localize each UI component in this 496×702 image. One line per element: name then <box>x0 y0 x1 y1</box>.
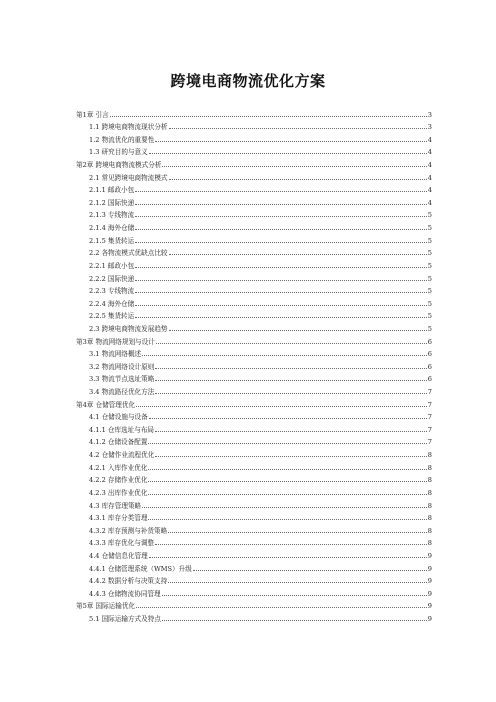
toc-entry-label: 4.2.1 入库作业优化 <box>89 463 148 472</box>
toc-entry-page: 9 <box>427 602 432 611</box>
toc-entry-label: 4.3 库存管理策略 <box>89 501 142 510</box>
toc-entry[interactable] <box>76 358 432 371</box>
toc-entry[interactable] <box>76 119 432 132</box>
toc-entry-page: 5 <box>427 211 432 220</box>
toc-dot-leader <box>135 204 427 205</box>
toc-entry[interactable] <box>76 547 432 560</box>
toc-dot-leader <box>135 305 427 306</box>
toc-dot-leader <box>193 570 427 571</box>
toc-entry-page: 5 <box>427 274 432 283</box>
toc-entry-page: 5 <box>427 287 432 296</box>
toc-entry-page: 9 <box>427 551 432 560</box>
toc-entry-page: 9 <box>427 577 432 586</box>
toc-entry-label: 3.3 物流节点选址策略 <box>89 375 155 384</box>
toc-entry-label: 2.2.2 国际快递 <box>89 274 135 283</box>
toc-entry-label: 2.2.5 集货转运 <box>89 312 135 321</box>
toc-entry-page: 4 <box>427 198 432 207</box>
toc-entry-label: 4.4.3 仓储物流协同管理 <box>89 589 161 598</box>
toc-dot-leader <box>168 582 427 583</box>
toc-entry-page: 5 <box>427 299 432 308</box>
toc-entry-page: 5 <box>427 249 432 258</box>
toc-entry-label: 4.2.3 出库作业优化 <box>89 488 148 497</box>
toc-entry-page: 3 <box>427 110 432 119</box>
toc-entry-page: 6 <box>427 375 432 384</box>
toc-dot-leader <box>169 254 427 255</box>
toc-entry[interactable] <box>76 522 432 535</box>
toc-entry-label: 2.2.4 海外仓储 <box>89 299 135 308</box>
toc-entry-label: 4.1.2 仓储设备配置 <box>89 438 148 447</box>
toc-entry-page: 8 <box>427 501 432 510</box>
toc-dot-leader <box>155 393 426 394</box>
toc-entry-label: 2.2.1 邮政小包 <box>89 261 135 270</box>
toc-entry[interactable] <box>76 257 432 270</box>
toc-entry-label: 4.4.2 数据分析与决策支持 <box>89 577 168 586</box>
toc-entry-page: 8 <box>427 488 432 497</box>
toc-dot-leader <box>148 519 426 520</box>
toc-entry-label: 第2章 跨境电商物流模式分析 <box>76 161 162 170</box>
toc-entry-page: 8 <box>427 526 432 535</box>
toc-dot-leader <box>136 406 427 407</box>
toc-entry-page: 8 <box>427 476 432 485</box>
toc-entry-label: 3.1 物流网络概述 <box>89 350 142 359</box>
toc-entry-label: 2.1.4 海外仓储 <box>89 224 135 233</box>
toc-entry[interactable] <box>76 194 432 207</box>
toc-dot-leader <box>110 116 427 117</box>
toc-entry[interactable] <box>76 472 432 485</box>
toc-entry-page: 5 <box>427 261 432 270</box>
toc-entry[interactable] <box>76 396 432 409</box>
toc-entry[interactable] <box>76 270 432 283</box>
toc-entry[interactable] <box>76 560 432 573</box>
toc-entry[interactable] <box>76 573 432 586</box>
toc-entry-label: 2.1.1 邮政小包 <box>89 186 135 195</box>
toc-dot-leader <box>168 532 427 533</box>
toc-entry[interactable] <box>76 346 432 359</box>
toc-dot-leader <box>148 494 426 495</box>
toc-entry-page: 4 <box>427 173 432 182</box>
toc-entry-label: 4.3.2 库存预测与补货策略 <box>89 526 168 535</box>
toc-dot-leader <box>155 141 426 142</box>
toc-entry-page: 4 <box>427 135 432 144</box>
toc-entry-label: 2.2 各物流模式优缺点比较 <box>89 249 168 258</box>
toc-entry-page: 6 <box>427 350 432 359</box>
toc-entry-label: 2.1.3 专线物流 <box>89 211 135 220</box>
toc-entry-label: 4.3.1 库存分类管理 <box>89 514 148 523</box>
toc-entry[interactable] <box>76 484 432 497</box>
toc-entry-page: 8 <box>427 463 432 472</box>
toc-entry[interactable] <box>76 383 432 396</box>
toc-entry-page: 3 <box>427 123 432 132</box>
toc-entry[interactable] <box>76 459 432 472</box>
toc-entry[interactable] <box>76 585 432 598</box>
toc-dot-leader <box>135 317 427 318</box>
toc-entry-label: 4.4 仓储信息化管理 <box>89 551 148 560</box>
table-of-contents <box>76 106 432 623</box>
toc-entry-page: 6 <box>427 362 432 371</box>
toc-entry[interactable] <box>76 409 432 422</box>
toc-entry-label: 4.3.3 库存优化与调整 <box>89 539 155 548</box>
toc-dot-leader <box>135 280 427 281</box>
toc-entry-page: 7 <box>427 413 432 422</box>
toc-dot-leader <box>135 267 427 268</box>
toc-dot-leader <box>162 620 427 621</box>
toc-entry-page: 7 <box>427 425 432 434</box>
toc-entry[interactable] <box>76 510 432 523</box>
toc-dot-leader <box>169 128 427 129</box>
toc-entry[interactable] <box>76 295 432 308</box>
toc-dot-leader <box>135 191 427 192</box>
toc-dot-leader <box>135 292 427 293</box>
toc-entry[interactable] <box>76 446 432 459</box>
toc-entry-page: 9 <box>427 614 432 623</box>
toc-entry[interactable] <box>76 421 432 434</box>
toc-entry[interactable] <box>76 434 432 447</box>
toc-entry-page: 4 <box>427 161 432 170</box>
toc-entry-page: 4 <box>427 148 432 157</box>
toc-entry-page: 5 <box>427 312 432 321</box>
toc-entry-page: 7 <box>427 388 432 397</box>
toc-entry-page: 5 <box>427 324 432 333</box>
toc-dot-leader <box>162 166 426 167</box>
toc-entry-label: 2.1.5 集货转运 <box>89 236 135 245</box>
toc-entry-page: 8 <box>427 514 432 523</box>
toc-entry[interactable] <box>76 207 432 220</box>
toc-entry-label: 第1章 引言 <box>76 110 109 119</box>
toc-entry-page: 5 <box>427 224 432 233</box>
toc-dot-leader <box>135 242 427 243</box>
toc-entry-page: 8 <box>427 539 432 548</box>
toc-entry[interactable] <box>76 308 432 321</box>
toc-entry[interactable] <box>76 131 432 144</box>
toc-dot-leader <box>155 368 426 369</box>
toc-entry-page: 4 <box>427 186 432 195</box>
toc-entry[interactable] <box>76 320 432 333</box>
toc-dot-leader <box>169 179 427 180</box>
toc-dot-leader <box>148 443 426 444</box>
toc-entry-label: 4.1.1 仓库选址与布局 <box>89 425 155 434</box>
toc-entry-page: 9 <box>427 564 432 573</box>
toc-entry-label: 第3章 物流网络规划与设计 <box>76 337 155 346</box>
toc-dot-leader <box>135 229 427 230</box>
toc-dot-leader <box>148 469 426 470</box>
toc-entry[interactable] <box>76 371 432 384</box>
toc-entry-label: 第5章 国际运输优化 <box>76 602 136 611</box>
toc-entry-label: 4.2.2 存储作业优化 <box>89 476 148 485</box>
toc-entry-page: 8 <box>427 451 432 460</box>
toc-entry[interactable] <box>76 156 432 169</box>
toc-entry-label: 2.1.2 国际快递 <box>89 198 135 207</box>
toc-entry[interactable] <box>76 245 432 258</box>
toc-dot-leader <box>156 343 427 344</box>
toc-entry-label: 2.3 跨境电商物流发展趋势 <box>89 324 168 333</box>
toc-entry[interactable] <box>76 232 432 245</box>
toc-dot-leader <box>162 595 427 596</box>
toc-dot-leader <box>155 544 427 545</box>
toc-dot-leader <box>149 557 427 558</box>
toc-entry[interactable] <box>76 598 432 611</box>
toc-entry-label: 4.4.1 仓储管理系统（WMS）升级 <box>89 564 192 573</box>
toc-entry[interactable] <box>76 283 432 296</box>
toc-entry-page: 7 <box>427 400 432 409</box>
toc-entry-page: 5 <box>427 236 432 245</box>
toc-entry-label: 1.1 跨境电商物流现状分析 <box>89 123 168 132</box>
toc-dot-leader <box>155 456 426 457</box>
toc-dot-leader <box>155 431 427 432</box>
toc-entry-page: 6 <box>427 337 432 346</box>
toc-dot-leader <box>149 153 427 154</box>
toc-entry[interactable] <box>76 497 432 510</box>
toc-dot-leader <box>149 418 427 419</box>
toc-dot-leader <box>136 607 427 608</box>
toc-entry-label: 5.1 国际运输方式及特点 <box>89 614 161 623</box>
toc-entry-label: 4.1 仓储设施与设备 <box>89 413 148 422</box>
toc-entry[interactable] <box>76 169 432 182</box>
toc-entry-label: 2.1 常见跨境电商物流模式 <box>89 173 168 182</box>
toc-entry-page: 9 <box>427 589 432 598</box>
toc-dot-leader <box>155 380 426 381</box>
toc-entry-page: 7 <box>427 438 432 447</box>
toc-dot-leader <box>142 355 427 356</box>
toc-entry-label: 1.2 物流优化的重要性 <box>89 135 155 144</box>
toc-entry-label: 2.2.3 专线物流 <box>89 287 135 296</box>
toc-entry[interactable] <box>76 182 432 195</box>
toc-entry[interactable] <box>76 106 432 119</box>
toc-entry-label: 3.4 物流路径优化方法 <box>89 388 155 397</box>
toc-dot-leader <box>142 507 427 508</box>
toc-entry[interactable] <box>76 535 432 548</box>
toc-entry[interactable] <box>76 144 432 157</box>
toc-dot-leader <box>135 216 427 217</box>
toc-entry-label: 4.2 仓储作业流程优化 <box>89 451 155 460</box>
toc-entry[interactable] <box>76 610 432 623</box>
toc-entry[interactable] <box>76 219 432 232</box>
toc-dot-leader <box>148 481 426 482</box>
toc-dot-leader <box>169 330 427 331</box>
toc-entry-label: 1.3 研究目的与意义 <box>89 148 148 157</box>
toc-entry-label: 第4章 仓储管理优化 <box>76 400 136 409</box>
document-title: 跨境电商物流优化方案 <box>170 72 326 90</box>
toc-entry[interactable] <box>76 333 432 346</box>
toc-entry-label: 3.2 物流网络设计原则 <box>89 362 155 371</box>
